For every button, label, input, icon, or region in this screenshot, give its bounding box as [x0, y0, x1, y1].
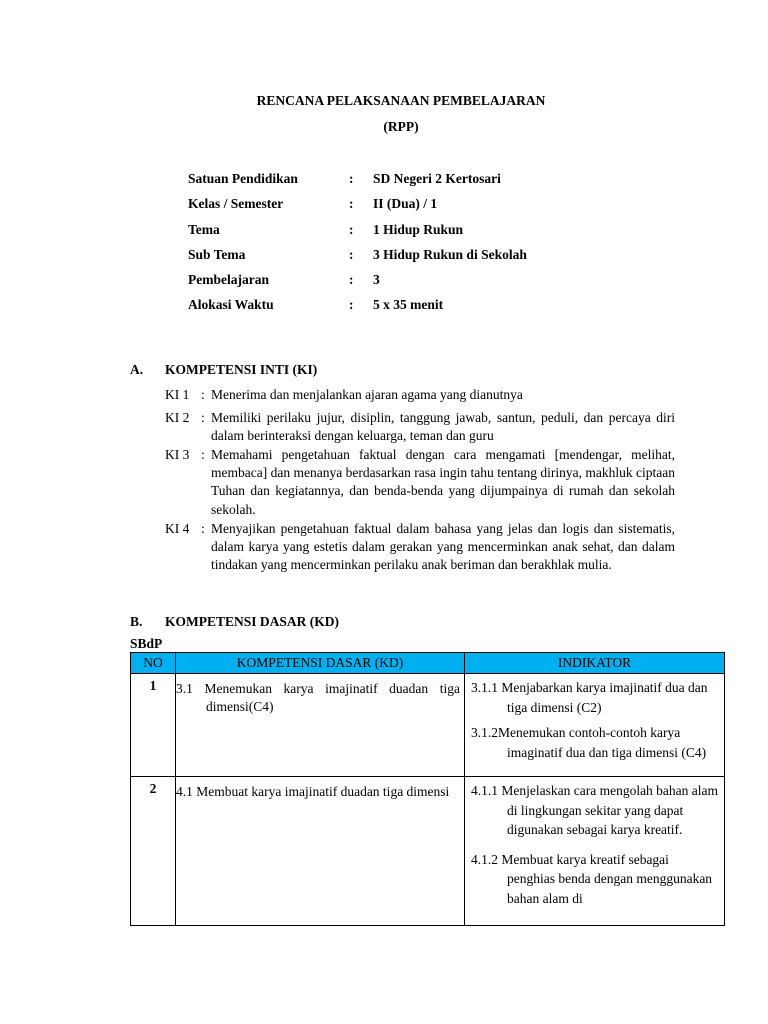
identity-label: Sub Tema — [188, 247, 246, 262]
row-number: 2 — [131, 777, 176, 926]
section-letter: A. — [130, 362, 144, 377]
ki-colon: : — [201, 410, 205, 425]
ki-text: Menerima dan menjalankan ajaran agama yang dianutnya — [211, 387, 523, 402]
kd-cell — [176, 674, 465, 777]
ki-item-3 — [165, 446, 675, 519]
identity-value: SD Negeri 2 Kertosari — [373, 171, 501, 186]
section-a-heading — [0, 362, 768, 382]
identity-value: 3 — [373, 272, 380, 287]
identity-colon: : — [349, 196, 354, 211]
ki-text: Memiliki perilaku jujur, disiplin, tanggung jawab, santun, peduli, dan percaya diri dalam berinteraksi dengan keluarga, teman dan guru — [211, 410, 675, 444]
ki-colon: : — [201, 521, 205, 536]
document-subtitle: (RPP) — [383, 119, 419, 134]
section-title: KOMPETENSI INTI (KI) — [165, 362, 318, 377]
indicator-cell — [465, 674, 725, 777]
document-title: RENCANA PELAKSANAAN PEMBELAJARAN — [256, 93, 546, 108]
kd-cell — [176, 777, 465, 926]
column-header-kd: KOMPETENSI DASAR (KD) — [176, 653, 465, 674]
ki-text: Memahami pengetahuan faktual dengan cara mengamati [mendengar, melihat, membaca] dan menanya berdasarkan rasa ingin tahu tentang dirinya, makhluk ciptaan Tuhan dan kegiatannya, dan benda-benda yang dijumpainya di rumah dan sekolah sekolah. — [211, 447, 675, 517]
indicator-cell — [465, 777, 725, 926]
kd-text: 3.1 Menemukan karya imajinatif duadan tiga dimensi(C4) — [176, 681, 460, 714]
indicator-item: 4.1.1 Menjelaskan cara mengolah bahan alam di lingkungan sekitar yang dapat digunakan sebagai karya kreatif. — [471, 783, 719, 837]
ki-item-1 — [165, 386, 675, 404]
identity-value: 1 Hidup Rukun — [373, 222, 464, 237]
identity-colon: : — [349, 272, 354, 287]
ki-code: KI 3 — [165, 447, 190, 462]
section-b-heading — [0, 614, 768, 634]
identity-value: 3 Hidup Rukun di Sekolah — [373, 247, 527, 262]
table-header-row — [131, 653, 725, 674]
column-header-no: NO — [131, 653, 176, 674]
identity-colon: : — [349, 171, 354, 186]
table-row — [131, 777, 725, 926]
identity-colon: : — [349, 247, 354, 262]
identity-label: Satuan Pendidikan — [188, 171, 298, 186]
identity-value: II (Dua) / 1 — [373, 196, 438, 211]
ki-colon: : — [201, 447, 205, 462]
table-row — [131, 674, 725, 777]
indicator-item: 3.1.2Menemukan contoh-contoh karya imaginatif dua dan tiga dimensi (C4) — [471, 725, 707, 760]
section-letter: B. — [130, 614, 143, 629]
ki-colon: : — [201, 387, 205, 402]
ki-code: KI 1 — [165, 387, 190, 402]
identity-label: Alokasi Waktu — [188, 297, 274, 312]
identity-label: Pembelajaran — [188, 272, 269, 287]
ki-item-4 — [165, 520, 675, 575]
identity-label: Kelas / Semester — [188, 196, 284, 211]
ki-code: KI 4 — [165, 521, 190, 536]
section-title: KOMPETENSI DASAR (KD) — [165, 614, 340, 629]
column-header-indikator: INDIKATOR — [465, 653, 725, 674]
indicator-item: 4.1.2 Membuat karya kreatif sebagai penghias benda dengan menggunakan bahan alam di — [471, 851, 713, 906]
row-number: 1 — [131, 674, 176, 777]
identity-colon: : — [349, 222, 354, 237]
identity-label: Tema — [188, 222, 220, 237]
subject-label: SBdP — [130, 636, 163, 651]
ki-item-2 — [165, 409, 675, 445]
kd-text: 4.1 Membuat karya imajinatif duadan tiga dimensi — [176, 784, 450, 799]
identity-colon: : — [349, 297, 354, 312]
identity-value: 5 x 35 menit — [373, 297, 444, 312]
kd-table — [130, 652, 725, 926]
indicator-item: 3.1.1 Menjabarkan karya imajinatif dua dan tiga dimensi (C2) — [471, 680, 708, 715]
ki-text: Menyajikan pengetahuan faktual dalam bahasa yang jelas dan logis dan sistematis, dalam karya yang estetis dalam gerakan yang mencerminkan anak sehat, dan dalam tindakan yang mencerminkan perilaku anak beriman dan berakhlak mulia. — [211, 521, 675, 573]
ki-code: KI 2 — [165, 410, 190, 425]
